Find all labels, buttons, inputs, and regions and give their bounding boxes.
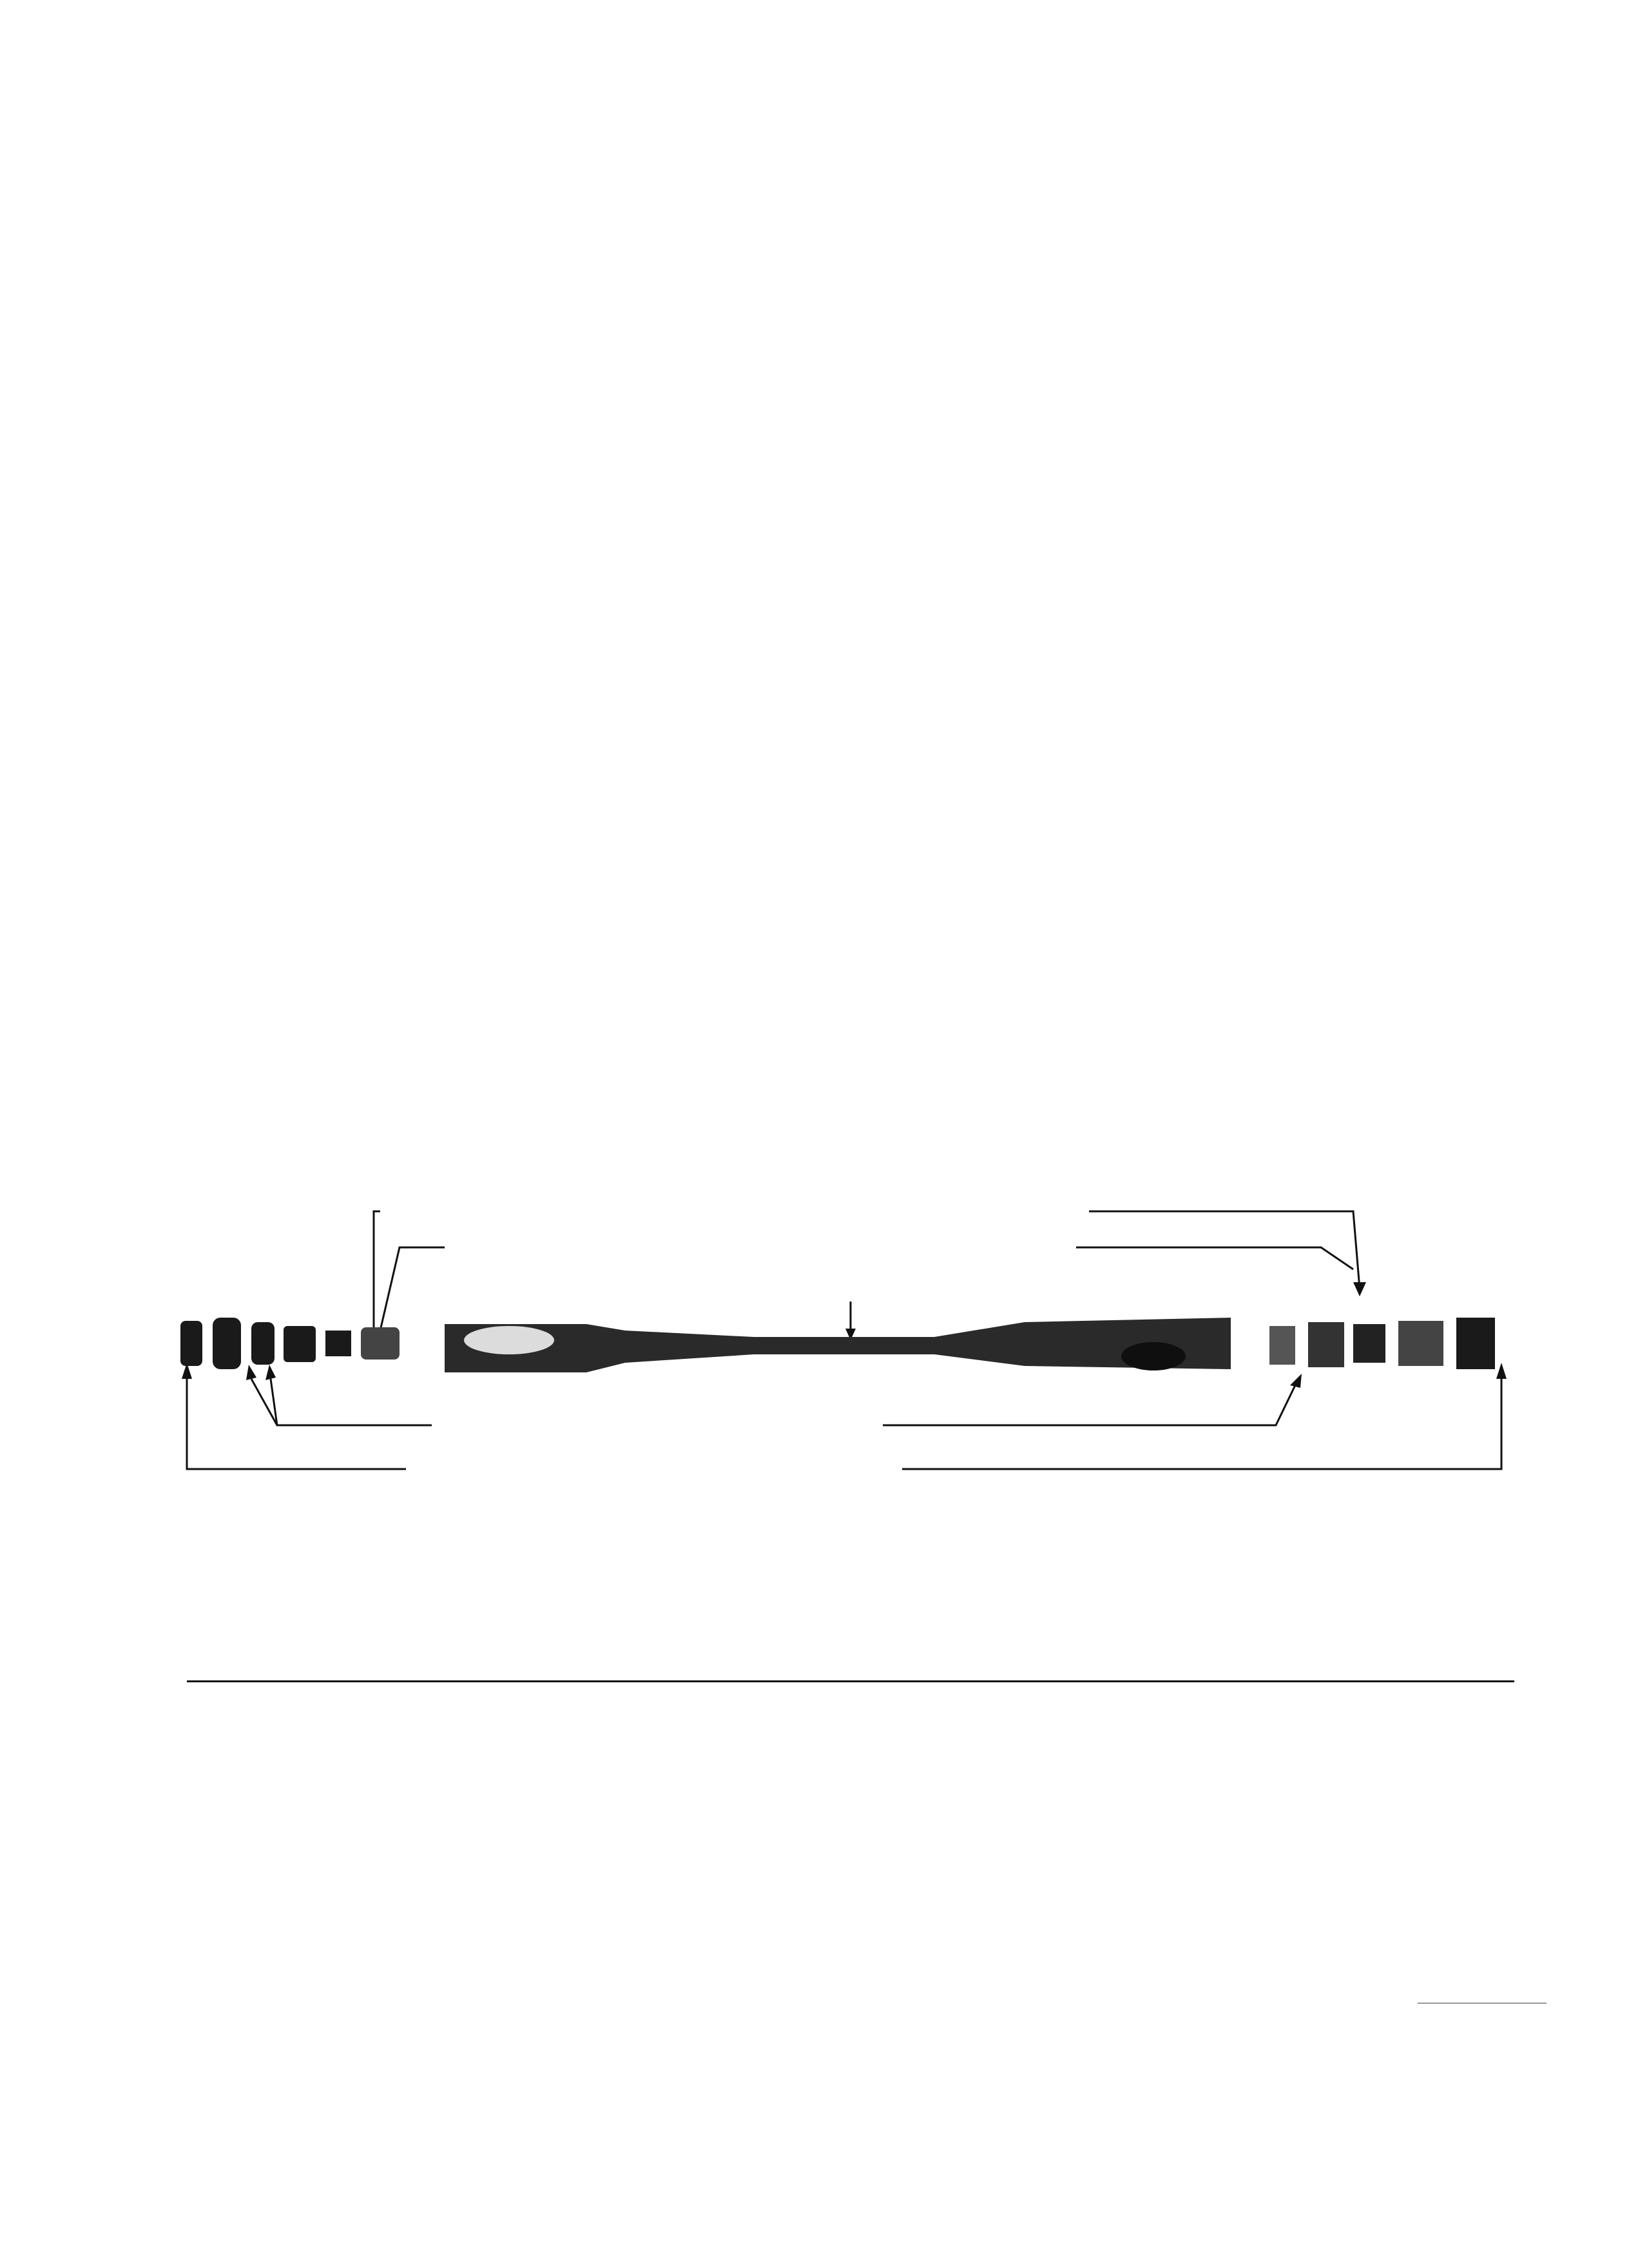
steering-section-heading [0,1701,1629,1746]
horizontal-rule [187,1680,1514,1682]
exploded-view-illustration [174,1186,1527,1495]
steering-rod-table [0,1701,1629,1746]
steering-rod-diagram [174,1186,1527,1495]
scan-mark [1418,2003,1547,2004]
